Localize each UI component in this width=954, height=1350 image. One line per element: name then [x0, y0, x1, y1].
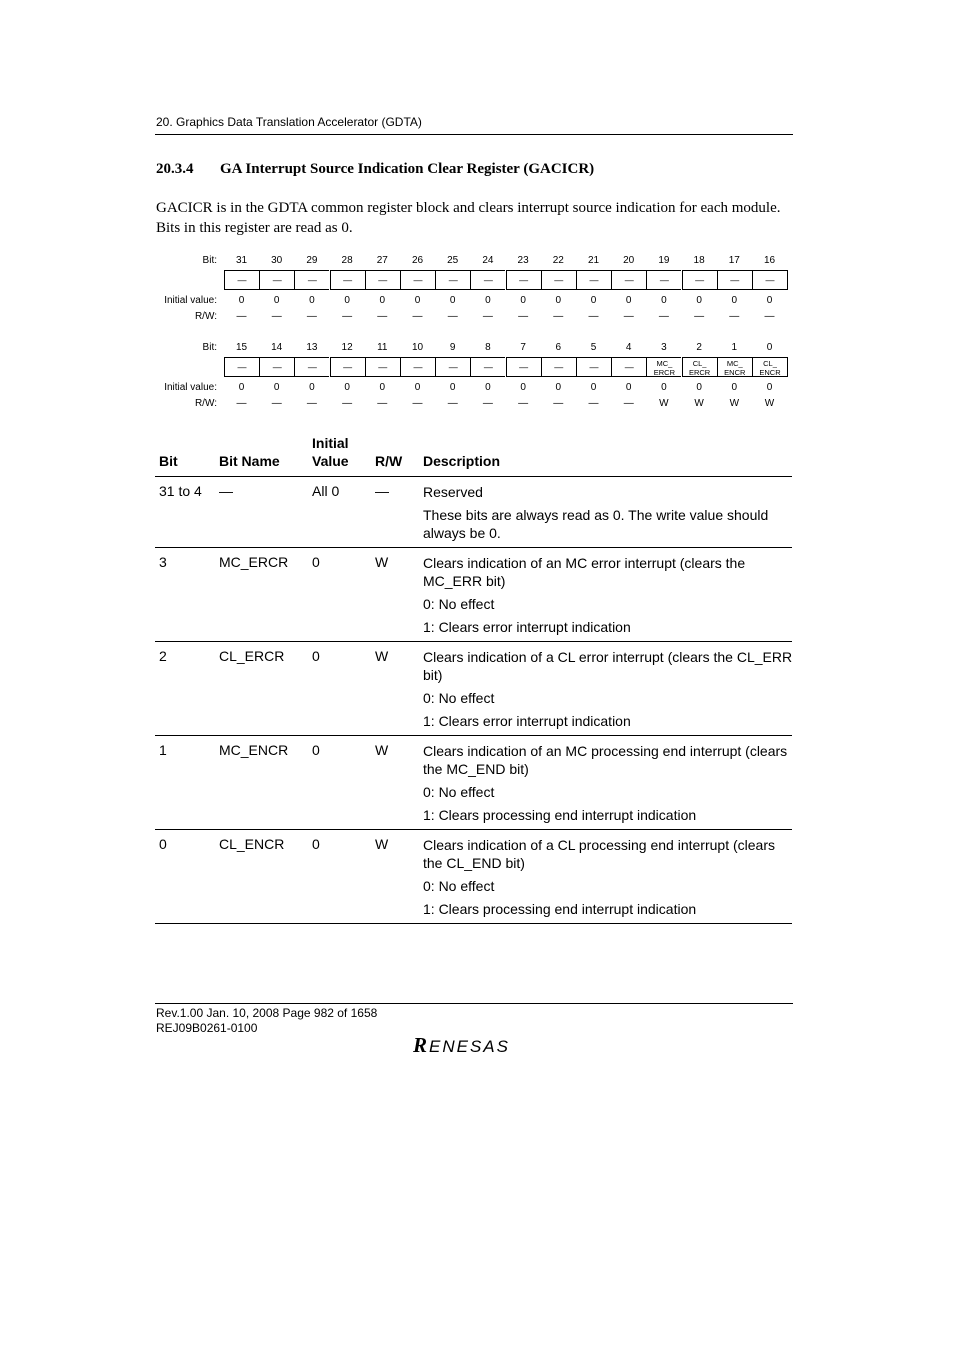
upper-bit-number: 16 — [763, 255, 776, 266]
lower-rw-value: W — [694, 398, 704, 409]
description-line: Clears indication of a CL processing end interrupt (clears the CL_END bit) — [423, 837, 775, 871]
description-line: 1: Clears error interrupt indication — [423, 713, 631, 729]
row-bit-name: MC_ERCR — [219, 554, 289, 570]
upper-initial-value: 0 — [414, 295, 421, 306]
row-bit: 3 — [159, 554, 167, 570]
lower-rw-value: — — [447, 398, 458, 409]
upper-initial-value: 0 — [590, 295, 597, 306]
lower-rw-value: — — [342, 398, 353, 409]
footer-divider — [155, 1003, 793, 1004]
lower-bit-field: — — [576, 357, 611, 377]
lower-rw-value: — — [588, 398, 599, 409]
lower-bit-number: 9 — [449, 342, 456, 353]
lower-bit-number: 13 — [306, 342, 318, 353]
description-line: 1: Clears processing end interrupt indication — [423, 901, 697, 917]
upper-bit-number: 20 — [623, 255, 635, 266]
upper-rw-value: — — [236, 311, 247, 322]
table-row — [155, 642, 792, 736]
lower-bit-number: 14 — [271, 342, 283, 353]
lower-bit-field: — — [330, 357, 365, 377]
row-rw: W — [375, 742, 389, 758]
header-rw: R/W — [375, 453, 403, 469]
upper-bit-field: — — [470, 270, 505, 290]
row-rw: W — [375, 648, 389, 664]
description-line: 1: Clears error interrupt indication — [423, 619, 631, 635]
running-header: 20. Graphics Data Translation Accelerator (GDTA) — [156, 115, 422, 129]
description-line: 0: No effect — [423, 596, 495, 612]
section-title: GA Interrupt Source Indication Clear Register (GACICR) — [220, 161, 595, 177]
lower-rw-value: — — [271, 398, 282, 409]
upper-rw-value: — — [658, 311, 669, 322]
row-rw: — — [375, 483, 389, 499]
lower-label-bit: Bit: — [202, 342, 217, 353]
lower-initial-value: 0 — [696, 382, 702, 393]
lower-initial-value: 0 — [414, 382, 421, 393]
upper-bit-field: — — [435, 270, 470, 290]
header-bit-name: Bit Name — [219, 453, 280, 469]
upper-bit-field: — — [646, 270, 681, 290]
row-bit-name: MC_ENCR — [219, 742, 289, 758]
lower-initial-value: 0 — [555, 382, 562, 393]
lower-initial-value: 0 — [238, 382, 245, 393]
header-initial-value — [312, 434, 349, 470]
upper-bit-number: 19 — [658, 255, 670, 266]
upper-rw-value: — — [447, 311, 458, 322]
upper-bit-number: 28 — [341, 255, 353, 266]
upper-bit-field: — — [330, 270, 365, 290]
upper-initial-value: 0 — [696, 295, 702, 306]
lower-label-rw: R/W: — [194, 398, 217, 409]
lower-rw-value: — — [623, 398, 634, 409]
lower-bit-field: MC_ ENCR — [717, 357, 752, 377]
lower-rw-value: W — [764, 398, 775, 409]
table-row — [155, 736, 792, 830]
upper-bit-number: 31 — [235, 255, 248, 266]
lower-initial-value: 0 — [449, 382, 456, 393]
upper-bit-number: 23 — [517, 255, 529, 266]
upper-bit-number: 26 — [411, 255, 424, 266]
upper-bit-field: — — [259, 270, 294, 290]
description-line: Reserved — [423, 484, 483, 500]
lower-bit-number: 10 — [411, 342, 424, 353]
header-initial-line2: Value — [312, 453, 349, 469]
upper-bit-field: — — [752, 270, 788, 290]
row-description — [423, 736, 795, 829]
upper-bit-number: 17 — [728, 255, 740, 266]
lower-bit-number: 8 — [485, 342, 491, 353]
intro-paragraph: GACICR is in the GDTA common register block and clears interrupt source indication for each module. Bits in this register are read as 0. — [156, 200, 781, 236]
lower-bit-number: 5 — [590, 342, 597, 353]
upper-rw-value: — — [271, 311, 282, 322]
upper-bit-number: 24 — [482, 255, 494, 266]
row-bit-name: — — [219, 483, 233, 499]
upper-rw-value: — — [553, 311, 564, 322]
lower-bit-number: 6 — [555, 342, 562, 353]
upper-initial-value: 0 — [731, 295, 738, 306]
table-header — [155, 432, 792, 477]
lower-bit-number: 11 — [377, 342, 388, 353]
lower-bit-field: — — [541, 357, 576, 377]
description-line: These bits are always read as 0. The write value should always be 0. — [423, 507, 769, 541]
lower-initial-value: 0 — [379, 382, 386, 393]
upper-bit-number: 22 — [552, 255, 564, 266]
header-description: Description — [423, 453, 501, 469]
row-initial-value: 0 — [312, 554, 320, 570]
table-row — [155, 830, 792, 924]
lower-initial-value: 0 — [731, 382, 738, 393]
lower-bit-number: 2 — [696, 342, 702, 353]
upper-rw-value: — — [377, 311, 388, 322]
upper-initial-value: 0 — [273, 295, 280, 306]
lower-initial-value: 0 — [590, 382, 597, 393]
upper-bit-number: 27 — [376, 255, 388, 266]
upper-initial-value: 0 — [309, 295, 315, 306]
renesas-logo — [413, 1033, 537, 1062]
upper-rw-value: — — [764, 311, 775, 322]
lower-bit-field: — — [435, 357, 470, 377]
bit-description-table — [155, 432, 792, 924]
lower-bit-number: 4 — [625, 342, 632, 353]
lower-initial-value: 0 — [273, 382, 280, 393]
upper-bit-field: — — [611, 270, 646, 290]
lower-bit-field: — — [259, 357, 294, 377]
lower-rw-value: — — [377, 398, 388, 409]
upper-rw-value: — — [306, 311, 317, 322]
upper-rw-value: — — [694, 311, 705, 322]
lower-rw-value: — — [482, 398, 493, 409]
lower-bit-number: 0 — [766, 342, 773, 353]
header-bit: Bit — [159, 453, 178, 469]
upper-bit-field: — — [541, 270, 576, 290]
description-line: 1: Clears processing end interrupt indication — [423, 807, 697, 823]
lower-bit-field: CL_ ERCR — [682, 357, 717, 377]
footer-doc-number: REJ09B0261-0100 — [156, 1021, 258, 1035]
row-bit: 31 to 4 — [159, 483, 202, 499]
row-bit: 2 — [159, 648, 167, 664]
lower-bit-field: — — [365, 357, 400, 377]
lower-rw-value: — — [306, 398, 317, 409]
upper-initial-value: 0 — [344, 295, 350, 306]
upper-initial-value: 0 — [379, 295, 386, 306]
row-description — [423, 548, 795, 641]
lower-rw-value: — — [553, 398, 564, 409]
upper-initial-value: 0 — [661, 295, 667, 306]
upper-rw-value: — — [342, 311, 353, 322]
lower-bit-field: MC_ ERCR — [646, 357, 681, 377]
upper-bit-field: — — [717, 270, 752, 290]
upper-rw-value: — — [482, 311, 493, 322]
lower-bit-field: — — [224, 357, 259, 377]
lower-bit-field: — — [294, 357, 329, 377]
lower-rw-value: — — [518, 398, 529, 409]
lower-initial-value: 0 — [344, 382, 350, 393]
row-bit-name: CL_ERCR — [219, 648, 285, 664]
lower-initial-value: 0 — [766, 382, 773, 393]
row-bit: 0 — [159, 836, 167, 852]
upper-bit-number: 29 — [306, 255, 318, 266]
description-line: 0: No effect — [423, 878, 495, 894]
description-line: Clears indication of a CL error interrupt (clears the CL_ERR bit) — [423, 649, 793, 683]
header-divider — [155, 134, 793, 135]
upper-label-rw: R/W: — [194, 311, 217, 322]
row-description — [423, 830, 795, 923]
upper-label-initial: Initial value: — [164, 295, 217, 306]
upper-label-bit: Bit: — [202, 255, 217, 266]
lower-bit-field: — — [470, 357, 505, 377]
upper-bit-field: — — [224, 270, 259, 290]
lower-rw-value: W — [659, 398, 669, 409]
section-heading — [156, 161, 594, 178]
row-initial-value: 0 — [312, 648, 320, 664]
row-initial-value: All 0 — [312, 483, 340, 499]
upper-rw-value: — — [623, 311, 634, 322]
upper-initial-value: 0 — [485, 295, 491, 306]
upper-bit-number: 25 — [447, 255, 459, 266]
lower-initial-value: 0 — [625, 382, 632, 393]
upper-initial-value: 0 — [449, 295, 456, 306]
upper-rw-value: — — [588, 311, 599, 322]
upper-bit-field: — — [506, 270, 541, 290]
lower-rw-value: W — [729, 398, 740, 409]
lower-bit-number: 3 — [661, 342, 667, 353]
upper-rw-value: — — [729, 311, 740, 322]
upper-rw-value: — — [412, 311, 423, 322]
lower-initial-value: 0 — [661, 382, 667, 393]
row-bit: 1 — [159, 742, 167, 758]
lower-bit-field: CL_ ENCR — [752, 357, 788, 377]
lower-bit-number: 12 — [341, 342, 353, 353]
upper-rw-value: — — [518, 311, 529, 322]
lower-bit-field: — — [611, 357, 646, 377]
row-initial-value: 0 — [312, 742, 320, 758]
row-bit-name: CL_ENCR — [219, 836, 285, 852]
lower-initial-value: 0 — [309, 382, 315, 393]
table-row — [155, 477, 792, 548]
lower-bit-number: 7 — [520, 342, 526, 353]
upper-bit-number: 21 — [587, 255, 600, 266]
upper-initial-value: 0 — [520, 295, 526, 306]
upper-bit-field: — — [365, 270, 400, 290]
lower-bit-number: 1 — [731, 342, 738, 353]
svg-text:ENESAS: ENESAS — [429, 1037, 510, 1056]
lower-initial-value: 0 — [520, 382, 526, 393]
header-initial-line1: Initial — [312, 435, 349, 451]
upper-bit-field: — — [682, 270, 717, 290]
lower-bit-field: — — [400, 357, 435, 377]
lower-rw-value: — — [236, 398, 247, 409]
row-rw: W — [375, 836, 389, 852]
upper-bit-field: — — [576, 270, 611, 290]
upper-initial-value: 0 — [625, 295, 632, 306]
row-description — [423, 642, 795, 735]
upper-bit-field: — — [400, 270, 435, 290]
lower-initial-value: 0 — [485, 382, 491, 393]
upper-initial-value: 0 — [555, 295, 562, 306]
upper-initial-value: 0 — [238, 295, 245, 306]
description-line: Clears indication of an MC processing end interrupt (clears the MC_END bit) — [423, 743, 788, 777]
section-number: 20.3.4 — [156, 161, 194, 177]
description-line: 0: No effect — [423, 784, 495, 800]
description-line: Clears indication of an MC error interrupt (clears the MC_ERR bit) — [423, 555, 746, 589]
lower-rw-value: — — [412, 398, 423, 409]
description-line: 0: No effect — [423, 690, 495, 706]
row-rw: W — [375, 554, 389, 570]
table-row — [155, 548, 792, 642]
row-description — [423, 477, 795, 547]
footer-revision: Rev.1.00 Jan. 10, 2008 Page 982 of 1658 — [156, 1006, 378, 1020]
row-initial-value: 0 — [312, 836, 320, 852]
table-body — [155, 477, 792, 924]
svg-text:R: R — [413, 1033, 429, 1057]
upper-bit-number: 30 — [271, 255, 283, 266]
upper-bit-field: — — [294, 270, 329, 290]
upper-initial-value: 0 — [766, 295, 773, 306]
upper-bit-number: 18 — [693, 255, 705, 266]
lower-label-initial: Initial value: — [164, 382, 217, 393]
lower-bit-number: 15 — [235, 342, 248, 353]
lower-bit-field: — — [506, 357, 541, 377]
